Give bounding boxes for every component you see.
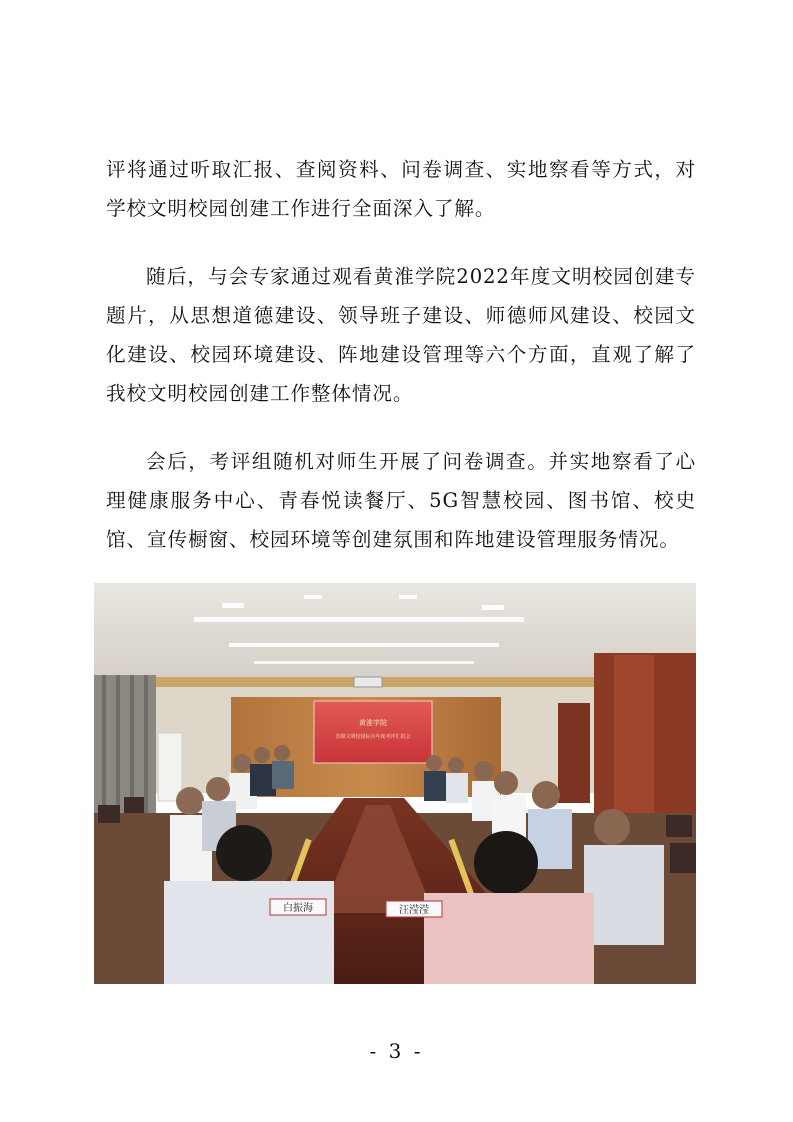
meeting-photo-illustration <box>94 583 696 984</box>
page-number: - 3 - <box>369 1039 424 1063</box>
door <box>558 703 590 803</box>
paragraph-continued: 评将通过听取汇报、查阅资料、问卷调查、实地察看等方式，对学校文明校园创建工作进行全面深入了解。 <box>106 158 696 220</box>
ceiling-light-2 <box>229 643 499 647</box>
screen-title: 省级文明校园标兵年度考评汇报会 <box>335 734 411 740</box>
projector <box>354 677 382 687</box>
right-nameplate <box>386 901 442 917</box>
air-conditioner <box>158 733 182 801</box>
meeting-photo <box>94 583 696 984</box>
nameplate-right-text: 汪滢滢 <box>399 905 429 916</box>
projection-screen <box>314 701 432 763</box>
paragraph-video-viewing: 随后，与会专家通过观看黄淮学院2022年度文明校园创建专题片，从思想道德建设、领导班子建设、师德师风建设、校园文化建设、校园环境建设、阵地建设管理等六个方面，直观了解了我校文明校园创建工作整体情况。 <box>106 265 696 405</box>
nameplate-left-text: 白振海 <box>283 903 313 914</box>
left-nameplate <box>270 899 326 915</box>
paragraph-inspection: 会后，考评组随机对师生开展了问卷调查。并实地察看了心理健康服务中心、青春悦读餐厅、5G智慧校园、图书馆、校史馆、宣传橱窗、校园环境等创建氛围和阵地建设管理服务情况。 <box>106 450 696 551</box>
ceiling-light-3 <box>254 661 474 664</box>
ceiling-light-1 <box>194 617 524 622</box>
screen-school-name: 黄淮学院 <box>359 719 387 727</box>
